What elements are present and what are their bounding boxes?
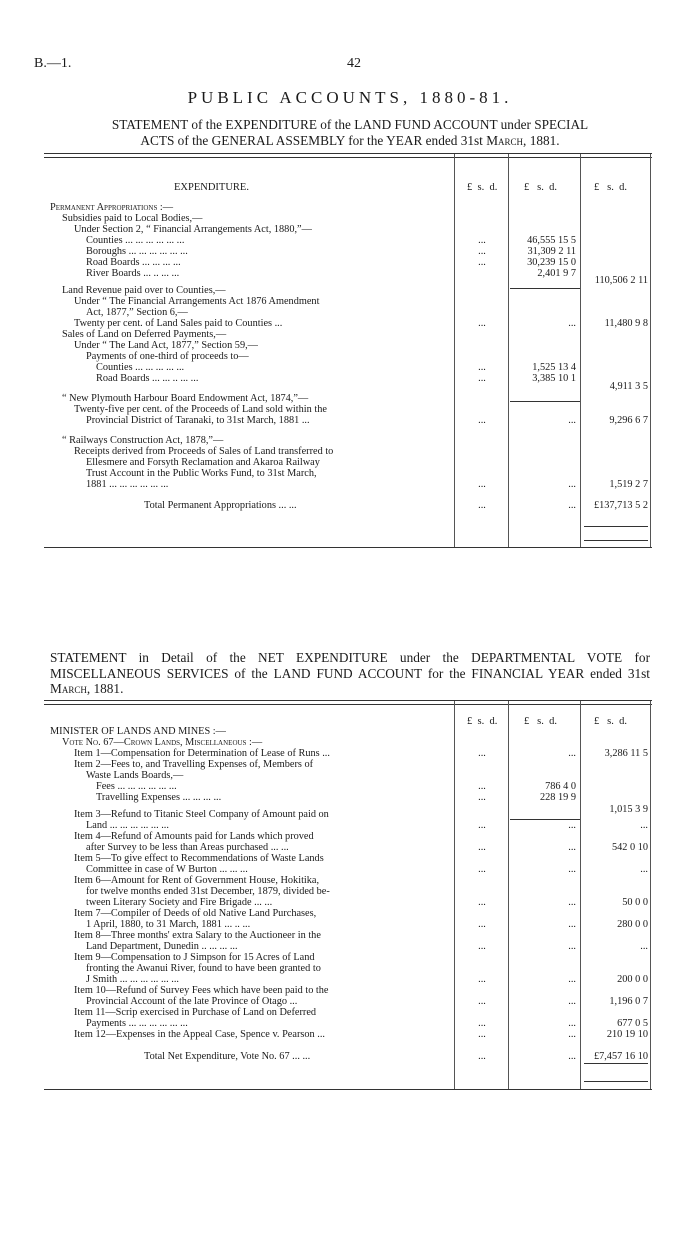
amount-c2: ... (568, 842, 576, 853)
amount-c3: 542 0 10 (611, 842, 648, 853)
amount-c1: ... (478, 246, 486, 257)
currency-heading-3: £ s. d. (594, 716, 627, 727)
row-description: Provincial District of Taranaki, to 31st March, 1881 ... (86, 415, 310, 426)
amount-c3: 200 0 0 (617, 974, 648, 985)
amount-c1: ... (478, 864, 486, 875)
page-header (34, 56, 674, 76)
row-description: Receipts derived from Proceeds of Sales of Land transferred to (74, 446, 334, 457)
statement1-subtitle-text: ACTS of the GENERAL ASSEMBLY for the YEAR ended 31st (140, 133, 483, 148)
row-description: Waste Lands Boards,— (86, 770, 184, 781)
amount-c1: ... (478, 974, 486, 985)
row-description: Item 12—Expenses in the Appeal Case, Spence v. Pearson ... (74, 1029, 325, 1040)
row-description: Item 1—Compensation for Determination of Lease of Runs ... (74, 748, 330, 759)
amount-c2: ... (568, 500, 576, 511)
row-description: Item 7—Compiler of Deeds of old Native Land Purchases, (74, 908, 317, 919)
row-description: Counties ... ... ... ... ... (96, 362, 185, 373)
column-divider (454, 154, 455, 547)
amount-c3: 11,480 9 8 (604, 318, 648, 329)
row-description: Item 11—Scrip exercised in Purchase of Land on Deferred (74, 1007, 317, 1018)
row-description: Item 6—Amount for Rent of Government House, Hokitika, (74, 875, 320, 886)
amount-c3: ... (640, 864, 648, 875)
row-description: for twelve months ended 31st December, 1879, divided be- (86, 886, 330, 897)
amount-c2: ... (568, 318, 576, 329)
row-description: MINISTER OF LANDS AND MINES :— (50, 726, 226, 737)
subtotal-rule (510, 819, 580, 820)
amount-c2: 2,401 9 7 (537, 268, 576, 279)
amount-c3: ... (640, 820, 648, 831)
amount-c1: ... (478, 748, 486, 759)
row-description: Permanent Appropriations :— (50, 202, 174, 213)
row-description: “ Railways Construction Act, 1878,”— (62, 435, 224, 446)
amount-c1: ... (478, 318, 486, 329)
subtotal-rule (510, 401, 580, 402)
row-description: Under “ The Financial Arrangements Act 1876 Amendment (74, 296, 320, 307)
amount-c1: ... (478, 792, 486, 803)
row-description: Land Revenue paid over to Counties,— (62, 285, 226, 296)
column-divider (650, 701, 651, 1089)
amount-c3: 1,196 0 7 (609, 996, 648, 1007)
row-description: after Survey to be less than Areas purchased ... ... (86, 842, 289, 853)
amount-c2: ... (568, 1018, 576, 1029)
total-rule (584, 540, 648, 541)
row-description: Land Department, Dunedin .. ... ... ... (86, 941, 238, 952)
amount-c2: ... (568, 864, 576, 875)
amount-c2: ... (568, 897, 576, 908)
amount-c1: ... (478, 415, 486, 426)
amount-c2: ... (568, 820, 576, 831)
amount-c1: ... (478, 941, 486, 952)
amount-c1: ... (478, 1018, 486, 1029)
currency-heading-1: £ s. d. (467, 182, 498, 193)
row-description: Item 10—Refund of Survey Fees which have been paid to the (74, 985, 329, 996)
amount-c1: ... (478, 235, 486, 246)
amount-c3: 1,015 3 9 (609, 804, 648, 815)
row-description: Item 2—Fees to, and Travelling Expenses of, Members of (74, 759, 314, 770)
row-description: Ellesmere and Forsyth Reclamation and Akaroa Railway (86, 457, 320, 468)
amount-c2: 1,525 13 4 (532, 362, 576, 373)
row-description: Payments ... ... ... ... ... ... (86, 1018, 188, 1029)
row-description: Road Boards ... ... ... ... (86, 257, 181, 268)
amount-c2: ... (568, 479, 576, 490)
amount-c3: 3,286 11 5 (604, 748, 648, 759)
row-description: Under “ The Land Act, 1877,” Section 59,— (74, 340, 258, 351)
amount-c3: £7,457 16 10 (593, 1051, 648, 1062)
amount-c3: 1,519 2 7 (609, 479, 648, 490)
amount-c3: 50 0 0 (622, 897, 648, 908)
amount-c2: ... (568, 1051, 576, 1062)
amount-c2: ... (568, 974, 576, 985)
statement1-subtitle-month: March (486, 133, 524, 148)
amount-c1: ... (478, 1029, 486, 1040)
currency-heading-2: £ s. d. (524, 716, 557, 727)
amount-c2: ... (568, 415, 576, 426)
amount-c1: ... (478, 1051, 486, 1062)
row-description: Counties ... ... ... ... ... ... (86, 235, 185, 246)
row-description: Item 9—Compensation to J Simpson for 15 Acres of Land (74, 952, 315, 963)
expenditure-column-heading: EXPENDITURE. (174, 182, 249, 193)
subtotal-rule (510, 288, 580, 289)
table-top-rule (44, 157, 652, 158)
amount-c2: ... (568, 919, 576, 930)
row-description: Travelling Expenses ... ... ... ... (96, 792, 222, 803)
row-description: tween Literary Society and Fire Brigade ... ... (86, 897, 273, 908)
row-description: Total Net Expenditure, Vote No. 67 ... ... (144, 1051, 311, 1062)
column-divider (580, 154, 581, 547)
amount-c3: 280 0 0 (617, 919, 648, 930)
statement1-subtitle (50, 117, 650, 149)
amount-c3: £137,713 5 2 (593, 500, 648, 511)
statement1-subtitle-end: , 1881. (523, 133, 560, 148)
amount-c2: 3,385 10 1 (532, 373, 576, 384)
row-description: 1881 ... ... ... ... ... ... (86, 479, 169, 490)
amount-c1: ... (478, 479, 486, 490)
amount-c2: ... (568, 941, 576, 952)
row-description: Subsidies paid to Local Bodies,— (62, 213, 203, 224)
amount-c2: ... (568, 996, 576, 1007)
amount-c2: 46,555 15 5 (527, 235, 576, 246)
amount-c1: ... (478, 996, 486, 1007)
currency-heading-2: £ s. d. (524, 182, 557, 193)
row-description: Trust Account in the Public Works Fund, to 31st March, (86, 468, 317, 479)
page-title: PUBLIC ACCOUNTS, 1880-81. (187, 88, 513, 107)
currency-heading-1: £ s. d. (467, 716, 498, 727)
page-number: 42 (347, 56, 361, 71)
amount-c3: 210 19 10 (606, 1029, 648, 1040)
amount-c1: ... (478, 820, 486, 831)
row-description: Act, 1877,” Section 6,— (86, 307, 188, 318)
amount-c1: ... (478, 373, 486, 384)
row-description: Total Permanent Appropriations ... ... (144, 500, 297, 511)
statement2-subtitle (50, 650, 650, 697)
statement2-subtitle-end: , 1881. (86, 681, 124, 696)
amount-c3: 9,296 6 7 (609, 415, 648, 426)
amount-c3: ... (640, 941, 648, 952)
row-description: Item 8—Three months' extra Salary to the Auctioneer in the (74, 930, 321, 941)
statement2-subtitle-month: March (50, 681, 87, 696)
column-divider (508, 154, 509, 547)
column-divider (650, 154, 651, 547)
row-description: Committee in case of W Burton ... ... ... (86, 864, 248, 875)
document-code: B.—1. (34, 56, 72, 71)
amount-c1: ... (478, 919, 486, 930)
total-rule (584, 526, 648, 527)
row-description: Fees ... ... ... ... ... ... (96, 781, 177, 792)
row-description: J Smith ... ... ... ... ... ... (86, 974, 179, 985)
total-rule (584, 1081, 648, 1082)
row-description: Item 5—To give effect to Recommendations of Waste Lands (74, 853, 324, 864)
amount-c1: ... (478, 842, 486, 853)
row-description: 1 April, 1880, to 31 March, 1881 ... .. ... (86, 919, 251, 930)
net-expenditure-table (44, 700, 652, 1090)
amount-c1: ... (478, 500, 486, 511)
row-description: Vote No. 67—Crown Lands, Miscellaneous :— (62, 737, 263, 748)
amount-c1: ... (478, 897, 486, 908)
row-description: Under Section 2, “ Financial Arrangements Act, 1880,”— (74, 224, 312, 235)
amount-c2: ... (568, 1029, 576, 1040)
row-description: Boroughs ... ... ... ... ... ... (86, 246, 188, 257)
amount-c1: ... (478, 781, 486, 792)
amount-c2: 30,239 15 0 (527, 257, 576, 268)
column-divider (580, 701, 581, 1089)
amount-c2: 228 19 9 (539, 792, 576, 803)
row-description: Twenty per cent. of Land Sales paid to Counties ... (74, 318, 283, 329)
row-description: “ New Plymouth Harbour Board Endowment Act, 1874,”— (62, 393, 309, 404)
amount-c2: 786 4 0 (545, 781, 576, 792)
row-description: Road Boards ... ... .. ... ... (96, 373, 199, 384)
statement1-subtitle-line2 (50, 133, 650, 149)
table-top-rule (44, 704, 652, 705)
row-description: Provincial Account of the late Province of Otago ... (86, 996, 298, 1007)
statement1-subtitle-line1: STATEMENT of the EXPENDITURE of the LAND FUND ACCOUNT under SPECIAL (111, 117, 589, 132)
currency-heading-3: £ s. d. (594, 182, 627, 193)
row-description: Item 3—Refund to Titanic Steel Company of Amount paid on (74, 809, 329, 820)
row-description: Payments of one-third of proceeds to— (86, 351, 249, 362)
amount-c2: ... (568, 748, 576, 759)
amount-c2: 31,309 2 11 (527, 246, 576, 257)
column-divider (508, 701, 509, 1089)
row-description: River Boards ... .. ... ... (86, 268, 180, 279)
amount-c3: 4,911 3 5 (609, 381, 648, 392)
expenditure-table (44, 153, 652, 548)
row-description: fronting the Awanui River, found to have been granted to (86, 963, 321, 974)
row-description: Item 4—Refund of Amounts paid for Lands which proved (74, 831, 314, 842)
amount-c1: ... (478, 362, 486, 373)
amount-c1: ... (478, 257, 486, 268)
row-description: Land ... ... ... ... ... ... (86, 820, 169, 831)
amount-c3: 110,506 2 11 (594, 275, 648, 286)
row-description: Twenty-five per cent. of the Proceeds of Land sold within the (74, 404, 327, 415)
total-rule (584, 1063, 648, 1064)
column-divider (454, 701, 455, 1089)
amount-c3: 677 0 5 (617, 1018, 648, 1029)
statement2-subtitle-text: STATEMENT in Detail of the NET EXPENDITURE under the DEPARTMENTAL VOTE for MISCELLANEOUS SERVICES of the LAND FUND ACCOUNT for the FINANCIAL YEAR ended 31st (50, 650, 650, 681)
row-description: Sales of Land on Deferred Payments,— (62, 329, 227, 340)
